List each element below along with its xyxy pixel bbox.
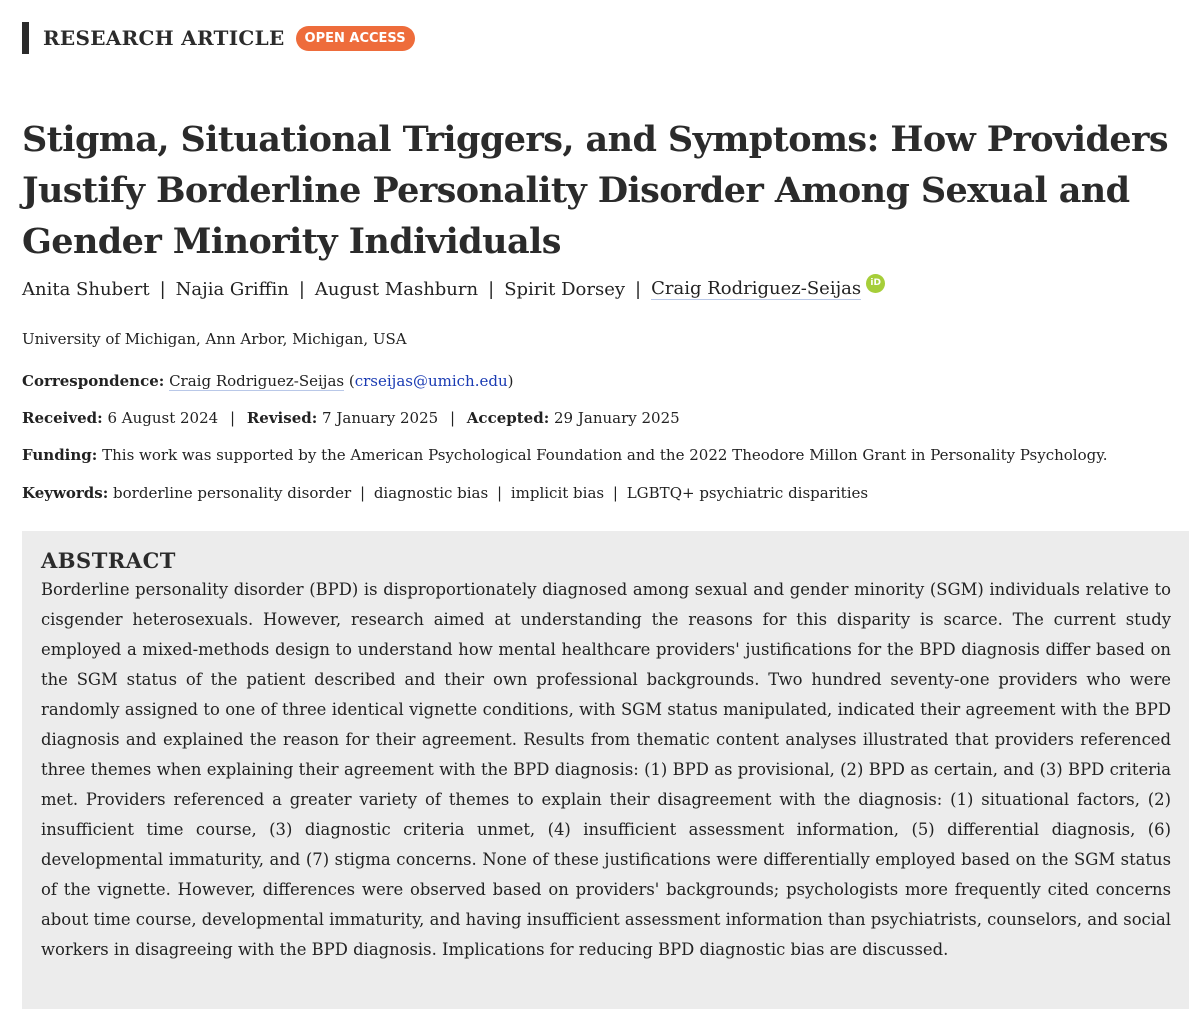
keywords-label: Keywords: xyxy=(22,484,109,502)
orcid-icon[interactable]: iD xyxy=(866,274,885,293)
accepted-label: Accepted: xyxy=(466,409,550,427)
funding-label: Funding: xyxy=(22,446,98,464)
author-separator: | xyxy=(159,278,166,300)
funding-line xyxy=(22,446,1108,464)
keyword-separator: | xyxy=(612,484,618,502)
correspondence-label: Correspondence: xyxy=(22,372,165,390)
dates-line xyxy=(22,409,680,427)
author-name[interactable]: Spirit Dorsey xyxy=(504,278,626,300)
author-name[interactable]: Craig Rodriguez-Seijas xyxy=(651,278,862,299)
open-access-badge[interactable]: OPEN ACCESS xyxy=(296,26,415,51)
author-list xyxy=(22,278,885,300)
article-header xyxy=(22,22,415,54)
correspondence-line: Correspondence: Craig Rodriguez-Seijas (crseijas@umich.edu) xyxy=(22,372,514,390)
article-type-label: RESEARCH ARTICLE xyxy=(43,26,285,50)
abstract-heading: ABSTRACT xyxy=(41,548,176,573)
author-separator: | xyxy=(488,278,495,300)
date-separator: | xyxy=(449,409,456,427)
correspondence-email-link[interactable]: crseijas@umich.edu xyxy=(354,372,508,390)
keyword-separator: | xyxy=(496,484,503,502)
funding-text: This work was supported by the American Psychological Foundation and the 2022 Theodore Millon Grant in Personality Psychology. xyxy=(102,446,1108,464)
date-separator: | xyxy=(229,409,236,427)
keyword-separator: | xyxy=(359,484,366,502)
affiliation: University of Michigan, Ann Arbor, Michigan, USA xyxy=(22,330,407,348)
keyword[interactable]: LGBTQ+ psychiatric disparities xyxy=(626,484,869,502)
received-label: Received: xyxy=(22,409,103,427)
keyword[interactable]: implicit bias xyxy=(510,484,605,502)
received-date: 6 August 2024 xyxy=(107,409,219,427)
keyword[interactable]: borderline personality disorder xyxy=(113,484,352,502)
author-name[interactable]: Najia Griffin xyxy=(175,278,289,300)
author-name[interactable]: August Mashburn xyxy=(314,278,479,300)
accepted-date: 29 January 2025 xyxy=(554,409,680,427)
author-separator: | xyxy=(298,278,305,300)
revised-label: Revised: xyxy=(246,409,318,427)
revised-date: 7 January 2025 xyxy=(322,409,439,427)
article-title: Stigma, Situational Triggers, and Symptoms: How Providers Justify Borderline Personality Disorder Among Sexual and Gender Minority Individuals xyxy=(22,119,1168,262)
keyword[interactable]: diagnostic bias xyxy=(373,484,489,502)
header-accent-bar xyxy=(22,22,29,54)
abstract-section xyxy=(22,531,1189,1009)
abstract-text: Borderline personality disorder (BPD) is disproportionately diagnosed among sexual and gender minority (SGM) individuals relative to cisgender heterosexuals. However, research aimed at understanding the reasons for this disparity is scarce. The current study employed a mixed-methods design to understand how mental healthcare providers' justifications for the BPD diagnosis differ based on the SGM status of the patient described and their own professional backgrounds. Two hundred seventy-one providers who were randomly assigned to one of three identical vignette conditions, with SGM status manipulated, indicated their agreement with the BPD diagnosis and explained the reason for their agreement. Results from thematic content analyses illustrated that providers referenced three themes when explaining their agreement with the BPD diagnosis: (1) BPD as provisional, (2) BPD as certain, and (3) BPD criteria met. Providers referenced a greater variety of themes to explain their disagreement with the diagnosis: (1) situational factors, (2) insufficient time course, (3) diagnostic criteria unmet, (4) insufficient assessment information, (5) differential diagnosis, (6) developmental immaturity, and (7) stigma concerns. None of these justifications were differentially employed based on the SGM status of the vignette. However, differences were observed based on providers' backgrounds; psychologists more frequently cited concerns about time course, developmental immaturity, and having insufficient assessment information than psychiatrists, counselors, and social workers in disagreeing with the BPD diagnosis. Implications for reducing BPD diagnostic bias are discussed. xyxy=(41,580,1171,959)
author-name[interactable]: Anita Shubert xyxy=(22,278,150,300)
author-separator: | xyxy=(635,278,642,300)
keywords-line xyxy=(22,484,868,502)
correspondence-name[interactable]: Craig Rodriguez-Seijas xyxy=(169,372,345,390)
